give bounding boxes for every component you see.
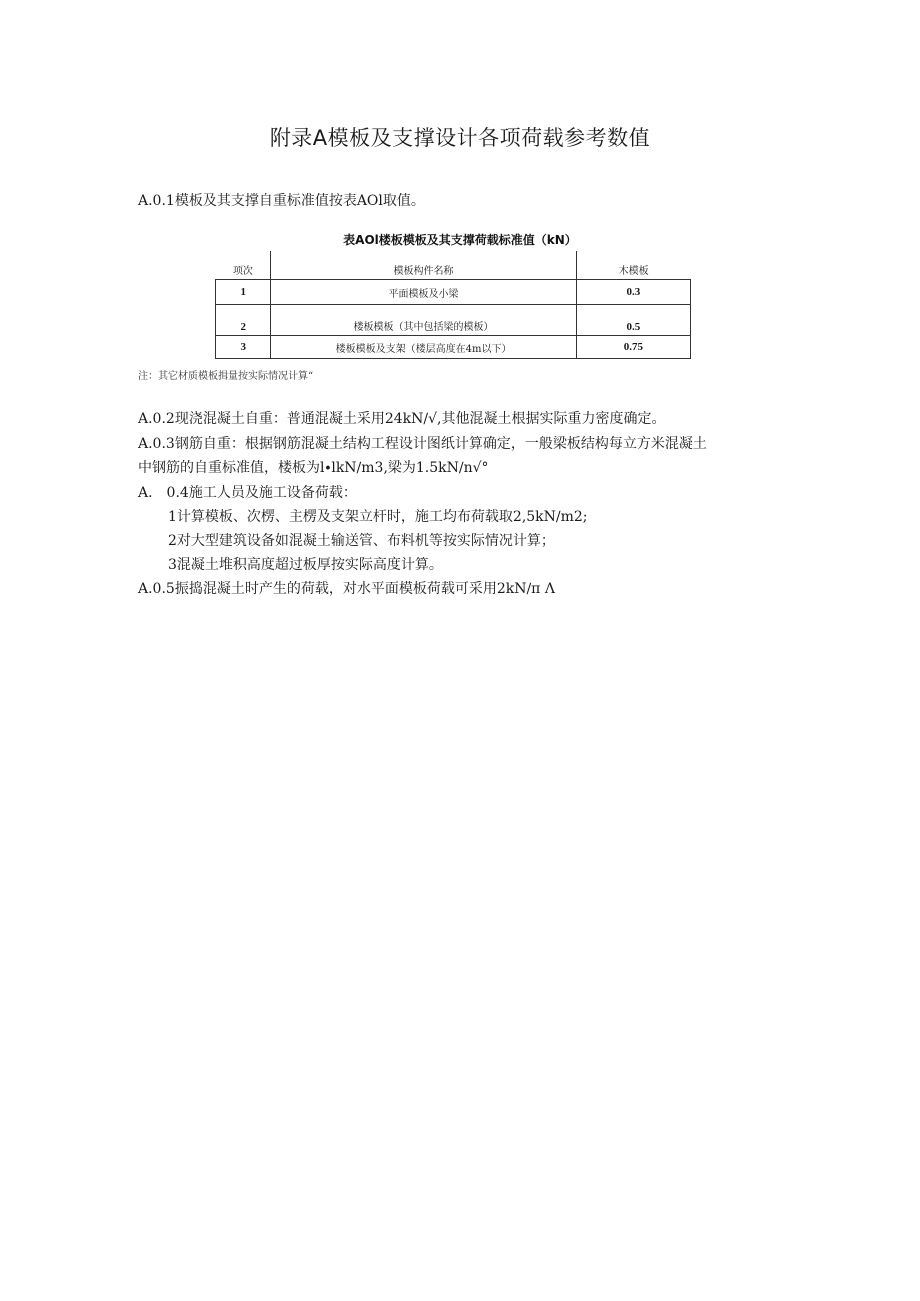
paragraph-a01: A.0.1模板及其支撑自重标准值按表AOl取值。: [138, 193, 425, 209]
row-name: 楼板模板（其中包括梁的模板）: [271, 305, 576, 336]
table-row: [216, 280, 691, 305]
row-value: 0.75: [576, 336, 690, 359]
paragraph-a04-item: 1计算模板、次楞、主楞及支架立杆时，施工均布荷载取2,5kN∕m2;: [168, 509, 588, 525]
row-number: 1: [216, 280, 271, 305]
page-title: 附录A模板及支撑设计各项荷载参考数值: [269, 126, 651, 150]
column-header-name: 模板构件名称: [271, 251, 576, 280]
table-row: [216, 305, 691, 336]
table-caption: 表AOl楼板模板及其支撑荷载标准值（kN）: [343, 233, 577, 247]
paragraph-a05: A.0.5振捣混凝土时产生的荷载，对水平面模板荷载可采用2kN∕π Λ: [138, 581, 555, 597]
row-name: 平面模板及小梁: [271, 280, 576, 305]
column-header-no: 项次: [216, 251, 271, 280]
row-name: 楼板模板及支架（楼层高度在4m以下）: [271, 336, 576, 359]
table-header-row: [216, 251, 691, 280]
row-value: 0.5: [576, 305, 690, 336]
paragraph-a02: A.0.2现浇混凝土自重：普通混凝土采用24kN∕√,其他混凝土根据实际重力密度确定。: [138, 411, 666, 427]
row-number: 3: [216, 336, 271, 359]
paragraph-a03-line1: A.0.3钢筋自重：根据钢筋混凝土结构工程设计图纸计算确定，一般梁板结构每立方米混凝土: [138, 436, 707, 452]
paragraph-a04-item: 2对大型建筑设备如混凝土输送管、布料机等按实际情况计算；: [168, 533, 555, 549]
paragraph-a04: A. 0.4施工人员及施工设备荷载：: [138, 485, 357, 501]
paragraph-a03-line2: 中钢筋的自重标准值，楼板为l∙lkN∕m3,梁为1.5kN∕n√°: [138, 460, 489, 476]
paragraph-a04-item: 3混凝土堆积高度超过板厚按实际高度计算。: [168, 557, 443, 573]
row-number: 2: [216, 305, 271, 336]
row-value: 0.3: [576, 280, 690, 305]
load-table: [215, 251, 691, 359]
column-header-wood: 木模板: [576, 251, 690, 280]
table-note: 注：其它材质模板揖量按实际情况计算“: [138, 371, 314, 382]
table-row: [216, 336, 691, 359]
